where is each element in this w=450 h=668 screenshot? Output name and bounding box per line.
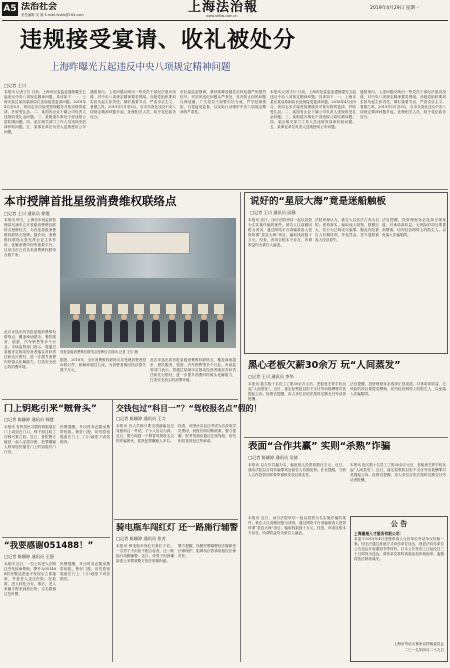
award-plaques: [70, 304, 226, 314]
vertical-rule-left: [112, 400, 113, 662]
wage-column-1: 本报讯 拖欠数十名员工工资30余万元后，老板竟关停手机玩起“人间蒸发”。近日，嘉定检察院以拒不支付劳动报酬罪对其提起公诉。检察官提醒，用人单位应依法按时足额支付劳动者报酬。: [248, 382, 346, 401]
notice-issuer: 上海市劳动人事争议仲裁委员会: [393, 642, 444, 646]
lead-column-1: 本报讯 记者王川 日前，上海市纪委监委通报曝光五起违反中央八项规定精神问题。具体如下：一、上海市某区某局原副局长违规接受宴请问题。2018年4月至5月，该同志多次接受管理服务对象安排的宴请，并收受礼品。二、某国有企业下属公司负责人违规收受礼金问题。三、某街道办事处干部违规公款吃喝问题。四、某区相关部门工作人员违规发放津补贴问题。五、某事业单位负责人违规使用公车问题。: [4, 90, 86, 134]
left-lower-rule: [2, 399, 238, 400]
thanks-byline: □记者 陈颖婷 通讯员 王强: [4, 554, 54, 559]
lead-column-4: 本报讯 记者王川 日前，上海市纪委监委通报曝光五起违反中央八项规定精神问题。具体如下：一、上海市某区某局原副局长违规接受宴请问题。2018年4月至5月，该同志多次接受管理服务对象安排的宴请，并收受礼品。二、某国有企业下属公司负责人违规收受礼金问题。三、某街道办事处干部违规公款吃喝问题。四、某区相关部门工作人员违规发放津补贴问题。五、某事业单位负责人违规使用公车问题。: [270, 90, 356, 129]
wage-column-2: 法官提醒，投资理财务必选择正规渠道，对承诺高收益、无风险的项目要提高警惕，切勿轻信网络上的陌生人，以免落入诈骗陷阱。: [350, 382, 446, 396]
notice-company: 上海嘉晟人才服务有限公司：: [354, 531, 404, 536]
contract-column-2: 本报讯 拖欠数十名员工工资30余万元后，老板竟关停手机玩起“人间蒸发”。近日，嘉定检察院以拒不支付劳动报酬罪对其提起公诉。检察官提醒，用人单位应依法按时足额支付劳动者报酬。: [350, 463, 446, 482]
right-mid-rule: [244, 437, 448, 438]
notice-title: 公 告: [390, 520, 408, 528]
contract-byline: □记者 陈颖婷 通讯员 吴倩: [248, 455, 298, 460]
site-url: www.shfzb.com.cn: [206, 14, 238, 18]
tea-column-3: 法官提醒，投资理财务必选择正规渠道，对承诺高收益、无风险的项目要提高警惕，切勿轻信网络上的陌生人，以免落入诈骗陷阱。: [382, 218, 446, 237]
lead-subtitle: 上海昨曝光五起违反中央八项规定精神问题: [50, 62, 231, 73]
thanks-headline: “我要感谢051488！”: [4, 541, 94, 551]
thanks-column-1: 本报讯 近日，一位七旬老人在路边突发疾病晕倒，警号为051488的民警巡逻途中发现后立即施救，并将老人送往医院。经抢救，老人转危为安。事后，老人家属专程来到派出所，点名感谢这位民警。: [4, 562, 56, 596]
bike-column-2: 警方提醒，执勤民警辅警依法履职受法律保护，阻碍执法将承担相应法律责任。: [178, 544, 236, 558]
contract-column-3: 本报讯 近日，闵行法院审结一起以投资为名实施诈骗的案件。被告人以高额回报为诱饵，通过网络平台诱骗被害人投资所谓“星辰大海”项目，骗取钱款数十万元。经查，该项目根本不存在，所谓收益均为被告人编造。: [248, 516, 346, 535]
package-byline: □记者 陈颖婷 通讯员 王力: [116, 416, 166, 421]
bike-headline: 骑电瓶车闯红灯 还一路施行辅警: [116, 523, 238, 533]
package-column-1: 本报讯 有人声称只要交钱就能包过驾照科目一考试，不少人信以为真。近日，警方捣毁一个假冒驾校报名点的诈骗团伙，抓获犯罪嫌疑人多名。: [116, 424, 174, 443]
section-name: 法治社会: [21, 2, 58, 12]
bike-column-1: 本报讯 骑电瓶车闯红灯被拦下后，一名男子不但拒不配合检查，还一路拖行执勤辅警。近日，该男子因涉嫌妨害公务罪被警方依法刑事拘留。: [116, 544, 174, 563]
lead-headline: 违规接受宴请、收礼被处分: [20, 28, 297, 53]
ceremony-photo: [60, 218, 236, 348]
backdrop-sign: [106, 232, 190, 254]
door-column-2: 民警提醒，外出时务必随身携带钥匙，锁好门窗，切勿将钥匙留在门上、门口地垫下或信箱内。: [60, 425, 110, 444]
package-headline: 交钱包过“科目一”？“驾校报名点”假的！: [116, 404, 262, 413]
lead-byline: □记者 王川: [4, 83, 27, 88]
paper-name-logo: 上海法治報: [188, 0, 259, 15]
editor-line: 责任编辑 吴 雄 E-mail:fzshb@163.com: [21, 13, 84, 17]
notice-body: 本委于2019年4月受理申请人与你单位劳动争议仲裁一案。因无法通过其他方式向你单位送达，现依法向你单位公告送达开庭通知书等材料。自本公告发布之日起经过三十日即视为送达。请你单位准时到庭参加仲裁庭审，逾期将依法缺席裁决。: [354, 537, 444, 561]
wage-byline: □记者 王川 通讯员 李华: [248, 374, 294, 379]
page-letter-badge: A5: [3, 4, 17, 14]
door-column-1: 本报讯 有些居民习惯将钥匙插在门上或放在门口，殊不知这给了窃贼可乘之机。近日，普陀警方破获一起入室盗窃案，犯罪嫌疑人利用居民插在门上的钥匙开门行窃。: [4, 425, 56, 454]
tea-column-1: 本报讯 近日，闵行法院审结一起以投资为名实施诈骗的案件。被告人以高额回报为诱饵，通过网络平台诱骗被害人投资所谓“星辰大海”项目，骗取钱款数十万元。经查，该项目根本不存在，所谓收益均为被告人编造。: [248, 218, 312, 247]
photo-caption: 首批星级消费维权联络点授牌仪式现场 记者 王川 摄: [60, 350, 138, 354]
bike-byline: □记者 陈颖婷 通讯员 张芳: [116, 536, 166, 541]
consumer-column-3: 据悉，2018年，全市消费维权联络点共受理消费者投诉数万件，和解率超过九成，为消费者挽回经济损失数千万元。: [60, 358, 146, 372]
tea-headline: 说好的“星辰大海”竟是迷船触板: [250, 196, 386, 207]
lead-column-2: 通报指出，上述问题反映出一些党员干部纪法意识淡薄，对中央八项规定精神置若罔闻。各级党组织要切实担负起主体责任，紧盯重要节点，严查享乐主义、奢靡之风。2019年1月至3月，全市共查处违反中央八项规定精神问题多起，处理相关人员，给予党纪政务处分。: [90, 90, 176, 119]
consumer-column-2: 此次评选出的首批星级消费维权联络点，覆盖商场超市、餐饮服务、旅游、汽车销售等多个行业。市场监管部门表示，将通过星级评定推动经营者落实首问责任和先行赔付，进一步提升消费纠纷源头化解能力，打造安全放心的消费环境。: [4, 330, 56, 369]
consumer-column-4: 此次评选出的首批星级消费维权联络点，覆盖商场超市、餐饮服务、旅游、汽车销售等多个行业。市场监管部门表示，将通过星级评定推动经营者落实首问责任和先行赔付，进一步提升消费纠纷源头化解能力，打造安全放心的消费环境。: [150, 358, 236, 382]
consumer-headline: 本市授牌首批星级消费维权联络点: [4, 194, 177, 208]
contract-column-1: 本报讯 以合作共赢为名，骗取熟人投资款数百万元。近日，浦东法院以合同诈骗罪判处被告人有期徒刑。法官提醒，与熟人合作投资同样要审慎核实项目真实性。: [248, 463, 346, 477]
consumer-byline: □记者 王川 通讯员 徐霞: [4, 211, 50, 216]
bike-rule: [114, 519, 238, 520]
issue-date: 2019年4月29日 星期一: [370, 6, 420, 11]
thanks-rule: [2, 537, 110, 538]
vertical-rule-main: [240, 192, 241, 662]
contract-headline: 表面“合作共赢” 实则“杀熟”诈骗: [248, 441, 391, 452]
masthead-rule: [2, 20, 448, 21]
lead-bottom-rule: [2, 189, 448, 190]
door-headline: 门上钥匙引来“贼骨头”: [4, 404, 97, 414]
tea-byline: □记者 王川 通讯员 邱静: [250, 210, 296, 215]
lead-column-3: 市纪委监委强调，要持续释放越往后执纪越严的强烈信号，对顶风违纪问题从严查处，坚决防止四风问题反弹回潮。广大党员干部要引以为戒，严守纪律规矩，自觉接受监督，以实际行动维护中央八项规定精神的严肃性。: [180, 90, 266, 114]
door-byline: □记者 陈颖婷 通讯员 韩慧: [4, 417, 54, 422]
thanks-column-2: 民警提醒，外出时务必随身携带钥匙，锁好门窗，切勿将钥匙留在门上、门口地垫下或信箱内。: [60, 562, 110, 581]
notice-date: 二〇一九年四月二十九日: [404, 648, 444, 652]
package-column-2: 经查，该团伙以包过考试为名收取学员费用，到账后即切断联系。警方提醒，报考驾照应通过正规驾校，切勿相信花钱包过等承诺。: [178, 424, 236, 443]
lead-column-5: 通报指出，上述问题反映出一些党员干部纪法意识淡薄，对中央八项规定精神置若罔闻。各级党组织要切实担负起主体责任，紧盯重要节点，严查享乐主义、奢靡之风。2019年1月至3月，全市共查处违反中央八项规定精神问题多起，处理相关人员，给予党纪政务处分。: [360, 90, 446, 119]
consumer-column-1: 本报讯 昨天，上海市市场监督管理局在浦东召开星级消费维权联络点授牌仪式，为首批星级消费维权联络点授牌。据介绍，消费维权联络点是发挥企业主体作用、化解消费纠纷的重要平台。目前全市已有各类消费维权联络点数千家。: [4, 218, 56, 257]
tea-column-2: 法院审理认为，被告人以非法占有为目的，虚构事实，骗取他人财物，数额巨大，其行为已构成诈骗罪。据此判处被告人有期徒刑，并处罚金，责令退赔被害人经济损失。: [315, 218, 379, 242]
wage-headline: 黑心老板欠薪30余万 玩“人间蒸发”: [248, 360, 401, 371]
masthead: [0, 0, 450, 20]
